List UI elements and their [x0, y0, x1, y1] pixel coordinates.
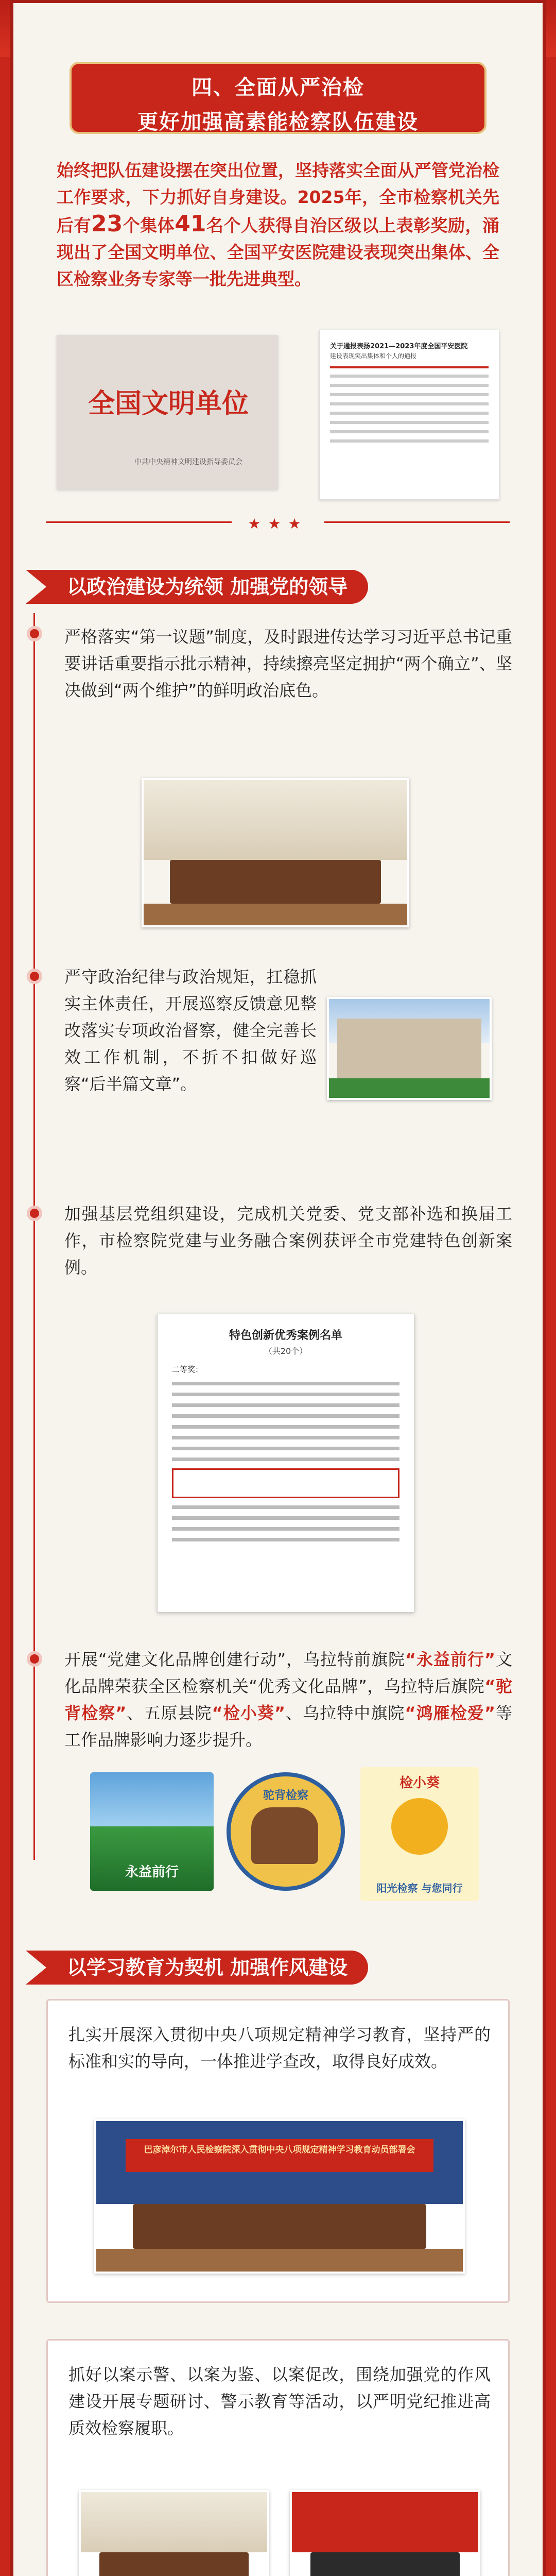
section-heading-line2: 更好加强高素能检察队伍建设 — [137, 110, 419, 134]
paragraph-discipline: 严守政治纪律与政治规矩，扛稳抓实主体责任，开展巡察反馈意见整改落实专项政治督察，健全完善长效工作机制，不折不扣做好巡察“后半篇文章”。 — [64, 967, 317, 1094]
subsection-style-header — [10, 1947, 546, 1988]
doc-title: 关于通报表扬2021—2023年度全国平安医院 — [330, 343, 468, 350]
subsection-political-title: 以政治建设为统领 加强党的领导 — [26, 570, 368, 604]
warning-education-card — [46, 2339, 510, 2576]
logo-tuobei — [227, 1772, 345, 1891]
timeline-dot — [27, 1206, 42, 1221]
case-list-document — [157, 1314, 414, 1613]
case-list-subtitle: （共20个） — [264, 1346, 308, 1356]
study-education-card — [46, 1999, 510, 2303]
brand-hongyan: “鸿雁检爱” — [405, 1703, 495, 1723]
timeline-dot — [27, 626, 42, 641]
section-heading — [70, 62, 486, 134]
plaque-issuer: 中共中央精神文明建设指导委员会 — [134, 458, 242, 466]
paragraph-party-org: 加强基层党组织建设，完成机关党委、党支部补选和换届工作，市检察院党建与业务融合案例获评全市党建特色创新案例。 — [64, 1204, 512, 1277]
doc-subtitle: 建设表现突出集体和个人的通报 — [330, 352, 417, 360]
civilized-unit-plaque-photo — [57, 335, 278, 489]
logo-yongyi — [90, 1772, 214, 1891]
logo-jianxiaokui-slogan: 阳光检察 与您同行 — [376, 1882, 463, 1894]
case-list-head: 二等奖： — [172, 1365, 203, 1374]
timeline-dot — [27, 969, 42, 984]
star-divider: ★★★ — [248, 515, 308, 532]
brand-tuobei: “驼背检察” — [64, 1676, 512, 1723]
logo-jianxiaokui — [360, 1767, 479, 1901]
timeline-dot — [27, 1651, 42, 1667]
divider-right — [324, 521, 510, 523]
logo-jianxiaokui-text: 检小葵 — [399, 1775, 440, 1791]
subsection-political-header — [10, 567, 546, 607]
timeline-line — [33, 613, 35, 1860]
logo-tuobei-text: 驼背检察 — [263, 1789, 308, 1802]
seminar-photo — [79, 2490, 269, 2576]
case-list-title: 特色创新优秀案例名单 — [229, 1329, 342, 1342]
logo-yongyi-text: 永益前行 — [125, 1865, 179, 1880]
plaque-title: 全国文明单位 — [88, 388, 249, 419]
collective-count: 23 — [91, 211, 123, 237]
warning-education-photo — [290, 2490, 480, 2576]
paragraph-brand: 开展“党建文化品牌创建行动”，乌拉特前旗院“永益前行”文化品牌荣获全区检察机关“优秀文化品牌”，乌拉特后旗院“驼背检察”、五原县院“检小葵”、乌拉特中旗院“鸿雁检爱”等工作品牌影响力逐步提升。 — [64, 1650, 512, 1750]
meeting-banner: 巴彦淖尔市人民检察院深入贯彻中央八项规定精神学习教育动员部署会 — [126, 2139, 433, 2172]
paragraph-first-topic: 严格落实“第一议题”制度，及时跟进传达学习习近平总书记重要讲话重要指示批示精神，持续擦亮坚定拥护“两个确立”、坚决做到“两个维护”的鲜明政治底色。 — [64, 627, 512, 700]
highlighted-entry-box — [172, 1468, 399, 1498]
section-heading-line1: 四、全面从严治检 — [192, 76, 364, 99]
subsection-style-title: 以学习教育为契机 加强作风建设 — [26, 1951, 368, 1985]
intro-paragraph: 始终把队伍建设摆在突出位置，坚持落实全面从严管党治检工作要求，下力抓好自身建设。2025年，全市检察机关先后有23个集体41名个人获得自治区级以上表彰奖励，涌现出了全国文明单位、全国平安医院建设表现突出集体、全区检察业务专家等一批先进典型。 — [57, 160, 500, 289]
mobilization-meeting-photo — [94, 2119, 465, 2274]
individual-count: 41 — [175, 211, 206, 237]
card1-text: 扎实开展深入贯彻中央八项规定精神学习教育，坚持严的标准和实的导向，一体推进学查改，取得良好成效。 — [68, 2025, 491, 2071]
meeting-photo-study — [142, 778, 409, 927]
brand-yongyi: “永益前行” — [405, 1650, 495, 1669]
building-photo — [327, 997, 492, 1100]
commendation-document-image — [319, 330, 499, 500]
brand-jianxiaokui: “检小葵” — [212, 1703, 285, 1723]
card2-text: 抓好以案示警、以案为鉴、以案促改，围绕加强党的作风建设开展专题研讨、警示教育等活动，以严明党纪推进高质效检察履职。 — [68, 2365, 491, 2438]
